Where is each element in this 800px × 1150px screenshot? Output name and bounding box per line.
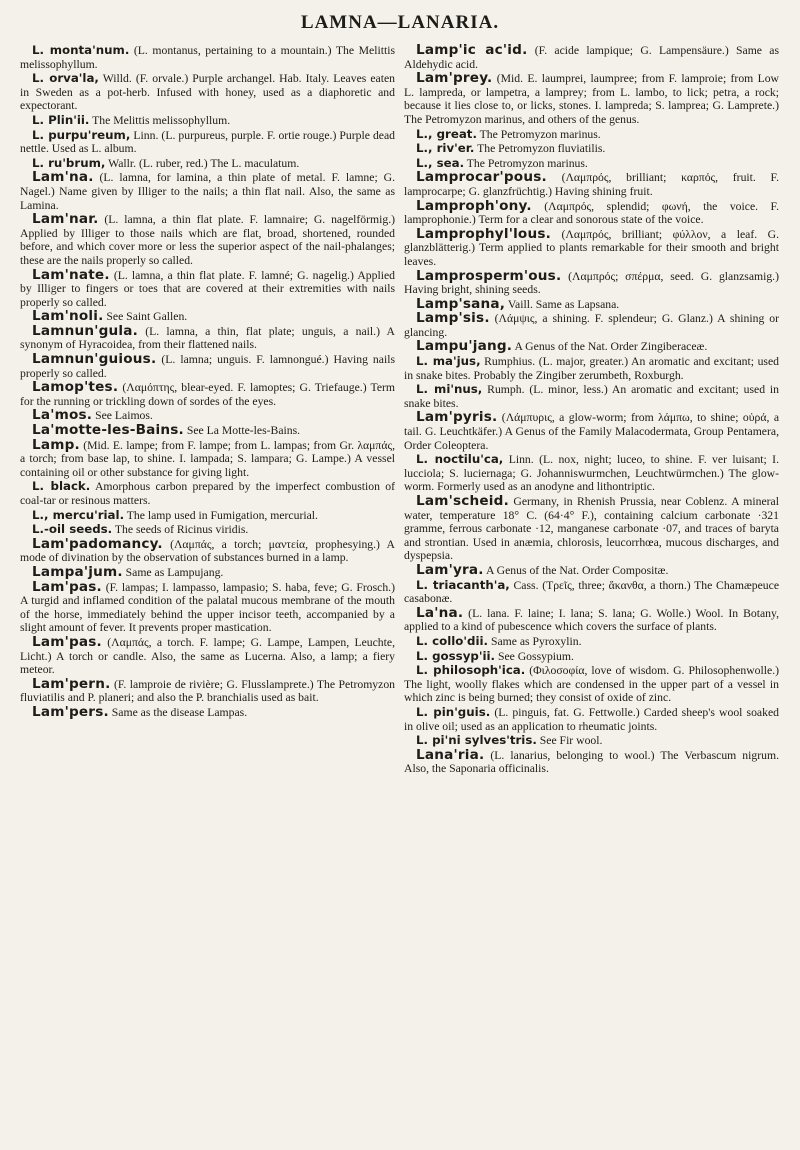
dictionary-entry — [404, 734, 779, 748]
dictionary-entry — [404, 664, 779, 705]
dictionary-entry — [404, 171, 779, 198]
entry-headword: Lamprosperm'ous. — [416, 267, 562, 284]
left-column — [20, 44, 395, 1140]
entry-definition: Same as Pyroxylin. — [490, 634, 582, 648]
right-column — [404, 44, 779, 1140]
entry-headword: L. triacanth'a, — [416, 577, 510, 592]
entry-definition: (Λαμπάς, a torch; μαντεία, prophesying.) A mode of divination by the observation of substances burned in a lamp. — [20, 537, 395, 565]
entry-headword: Lamprophyl'lous. — [416, 225, 551, 242]
dictionary-entry — [404, 197, 779, 227]
entry-headword: Lam'pern. — [32, 675, 111, 692]
entry-headword: Lam'pas. — [32, 633, 102, 650]
entry-definition: Wallr. (L. ruber, red.) The L. maculatum. — [108, 156, 300, 170]
dictionary-entry — [404, 650, 779, 664]
entry-definition: (L. lamna; unguis. F. lamnongué.) Having nails properly so called. — [20, 353, 395, 380]
entry-definition: Rumphius. (L. major, greater.) An aromatic and excitant; used in snake bites. Probably the Zingiber zerumbeth, Roxburgh. — [404, 355, 779, 382]
dictionary-entry — [20, 424, 395, 438]
entry-headword: Lampa'jum. — [32, 563, 123, 580]
entry-headword: Lamp'ic ac'id. — [416, 44, 528, 58]
dictionary-entry — [404, 44, 779, 71]
dictionary-entry — [20, 157, 395, 171]
entry-headword: Lam'padomancy. — [32, 535, 163, 552]
entry-definition: (F. lamproie de rivière; G. Flusslamprete.) The Petromyzon fluviatilis and P. planeri; and also the P. branchialis used as bait. — [20, 677, 395, 705]
entry-headword: Lam'pers. — [32, 703, 109, 720]
entry-headword: L. purpu'reum, — [32, 127, 131, 142]
entry-headword: Lam'na. — [32, 169, 94, 186]
entry-headword: La'mos. — [32, 407, 93, 424]
dictionary-entry — [20, 129, 395, 156]
entry-headword: Lamp. — [32, 436, 80, 453]
entry-definition: (Λαμπρός, brilliant; καρπός, fruit. F. lamprocarpe; G. glanzfrüchtig.) Having shining fruit. — [404, 171, 779, 198]
dictionary-entry — [404, 579, 779, 606]
entry-headword: Lam'noli. — [32, 308, 104, 325]
entry-definition: (Λαμπρός, splendid; φωνή, the voice. F. lamprophonie.) Term for a clear and sonorous state of the voice. — [404, 199, 779, 227]
entry-definition: (L. montanus, pertaining to a mountain.) The Melittis melissophyllum. — [20, 44, 395, 71]
entry-definition: (Λάμψις, a shining. F. splendeur; G. Glanz.) A shining or glancing. — [404, 312, 779, 339]
entry-headword: L., great. — [416, 126, 477, 141]
dictionary-entry — [404, 746, 779, 776]
dictionary-entry — [404, 312, 779, 339]
dictionary-entry — [404, 355, 779, 382]
entry-headword: L. pi'ni sylves'tris. — [416, 733, 537, 748]
running-head: LAMNA—LANARIA. — [300, 12, 500, 33]
entry-definition: (Λαμόπτης, blear-eyed. F. lamoptes; G. Triefauge.) Term for the running or trickling down of sordes of the eyes. — [20, 381, 395, 408]
entry-definition: (Mid. E. lampe; from F. lampe; from L. lampas; from Gr. λαμπάς, a torch; from base lap, to shine. I. lampada; S. lampara; G. Lampe.) A vessel containing oil or other substance for giving light. — [20, 438, 395, 479]
entry-headword: Lam'yra. — [416, 561, 484, 578]
entry-definition: (Λαμπρός; σπέρμα, seed. G. glanzsamig.) Having bright, shining seeds. — [404, 269, 779, 297]
dictionary-entry — [404, 267, 779, 297]
entry-definition: The Petromyzon marinus. — [479, 127, 601, 141]
dictionary-entry — [404, 706, 779, 733]
entry-definition: (L. lamna, a thin flat plate. F. lamnaire; G. nagelförmig.) Applied by Illiger to those nails which are flat, broad, shortened, rounded before, and which cover more or less the superior aspect of the nail-phalanges; these are the nails properly so called. — [20, 213, 395, 267]
dictionary-entry — [404, 225, 779, 269]
entry-definition: (Λαμπάς, a torch. F. lampe; G. Lampe, Lampen, Leuchte, Licht.) A torch or candle. Also, the same as Lucerna. Also, a lamp; a fiery meteor. — [20, 635, 395, 677]
entry-headword: L. orva'la, — [32, 71, 99, 86]
dictionary-entry — [404, 340, 779, 354]
entry-definition: (L. lamna, for lamina, a thin plate of metal. F. lamne; G. Nagel.) Name given by Illiger to the nails; a thin flat nail. Also, the same as Lamina. — [20, 171, 395, 212]
dictionary-entry — [20, 266, 395, 310]
entry-headword: La'na. — [416, 604, 464, 621]
dictionary-entry — [20, 535, 395, 565]
entry-headword: Lam'nate. — [32, 266, 110, 283]
entry-headword: Lam'scheid. — [416, 493, 509, 509]
dictionary-entry — [20, 171, 395, 212]
entry-definition: The Melittis melissophyllum. — [92, 113, 231, 127]
dictionary-entry — [404, 383, 779, 410]
entry-definition: (L. lamna, a thin flat plate. F. lamné; G. nagelig.) Applied by Illiger to fingers or toes that are covered at their extremities with nails properly so called. — [20, 268, 395, 309]
entry-definition: A Genus of the Nat. Order Zingiberaceæ. — [514, 340, 708, 354]
dictionary-entry — [20, 44, 395, 71]
dictionary-entry — [20, 633, 395, 677]
dictionary-entry — [20, 213, 395, 267]
entry-definition: The seeds of Ricinus viridis. — [114, 523, 249, 537]
dictionary-entry — [404, 411, 779, 452]
dictionary-entry — [404, 72, 779, 126]
entry-headword: Lamnun'gula. — [32, 322, 138, 339]
dictionary-entry — [20, 436, 395, 480]
dictionary-entry — [20, 675, 395, 705]
dictionary-entry — [20, 409, 395, 423]
entry-definition: The Petromyzon fluviatilis. — [477, 142, 606, 156]
entry-headword: L. collo'dii. — [416, 633, 489, 648]
dictionary-entry — [20, 381, 395, 408]
entry-definition: Vaill. Same as Lapsana. — [507, 297, 620, 311]
dictionary-entry — [20, 563, 395, 580]
entry-headword: Lamproph'ony. — [416, 197, 532, 214]
dictionary-entry — [20, 509, 395, 523]
dictionary-entry — [20, 523, 395, 537]
entry-headword: L., sea. — [416, 155, 465, 170]
entry-headword: Lam'pyris. — [416, 409, 498, 426]
entry-definition: (F. acide lampique; G. Lampensäure.) Same as Aldehydic acid. — [404, 44, 779, 71]
entry-headword: Lampu'jang. — [416, 338, 513, 355]
entry-definition: The Petromyzon marinus. — [466, 156, 588, 170]
entry-headword: Lam'nar. — [32, 211, 99, 228]
entry-headword: La'motte-les-Bains. — [32, 422, 184, 439]
entry-definition: (Λάμπυρις, a glow-worm; from λάμπω, to shine; οὐρά, a tail. G. Leuchtkäfer.) A Genus of the Family Malacodermata, Group Pentamera, Order Coleoptera. — [404, 411, 779, 452]
entry-headword: Lamnun'guious. — [32, 351, 157, 368]
dictionary-entry — [20, 310, 395, 324]
entry-definition: See Gossypium. — [497, 649, 574, 663]
entry-definition: (F. lampas; I. lampasso, lampasio; S. haba, feve; G. Frosch.) A turgid and inflamed condition of the palatal mucous membrane of the mouth of the horse, immediately behind the upper incisor teeth, accompanied by a slight amount of fever. It prevents proper mastication. — [20, 580, 395, 635]
entry-definition: Same as Lampujang. — [125, 565, 224, 579]
entry-headword: Lamop'tes. — [32, 379, 119, 396]
dictionary-entry — [20, 114, 395, 128]
entry-headword: L. gossyp'ii. — [416, 648, 496, 663]
dictionary-entry — [404, 635, 779, 649]
entry-definition: A Genus of the Nat. Order Compositæ. — [485, 563, 669, 577]
entry-headword: Lamp'sana, — [416, 295, 506, 312]
entry-headword: L., riv'er. — [416, 141, 475, 156]
entry-headword: L. monta'num. — [32, 44, 130, 57]
dictionary-entry — [404, 495, 779, 563]
entry-definition: Linn. (L. nox, night; luceo, to shine. F. ver luisant; I. lucciola; S. luciernaga; G. Johanniswurmchen, Leuchtwürmchen.) The glow-worm. Formerly used as an anodyne and lithontriptic. — [404, 453, 779, 494]
dictionary-entry — [404, 604, 779, 634]
entry-definition: Linn. (L. purpureus, purple. F. ortie rouge.) Purple dead nettle. Used as L. album. — [20, 128, 395, 156]
entry-definition: Rumph. (L. minor, less.) An aromatic and excitant; used in snake bites. — [404, 383, 779, 410]
entry-headword: L. ru'brum, — [32, 155, 106, 170]
entry-definition: The lamp used in Fumigation, mercurial. — [126, 508, 318, 522]
dictionary-entry — [404, 453, 779, 494]
dictionary-entry — [20, 578, 395, 635]
dictionary-entry — [20, 322, 395, 352]
dictionary-entry — [404, 157, 779, 171]
entry-headword: L. mi'nus, — [416, 382, 483, 397]
entry-definition: (L. lana. F. laine; I. lana; S. lana; G. Wolle.) Wool. In Botany, applied to a kind of pubescence which covers the surface of plants. — [404, 606, 779, 634]
dictionary-entry — [404, 142, 779, 156]
entry-definition: See Laimos. — [95, 409, 153, 423]
dictionary-entry — [20, 353, 395, 380]
dictionary-entry — [404, 128, 779, 142]
entry-headword: L. pin'guis. — [416, 704, 491, 719]
entry-headword: L. philosoph'ica. — [416, 663, 526, 678]
entry-headword: L. noctilu'ca, — [416, 452, 504, 467]
dictionary-entry — [404, 561, 779, 578]
entry-headword: L. ma'jus, — [416, 354, 481, 369]
entry-definition: Willd. (F. orvale.) Purple archangel. Hab. Italy. Leaves eaten in Sweden as a pot-herb. Infused with honey, used as a diaphoretic and expectorant. — [20, 72, 395, 113]
entry-definition: (L. lamna, a thin, flat plate; unguis, a nail.) A synonym of Hyracoidea, from their flattened nails. — [20, 324, 395, 352]
entry-headword: Lamp'sis. — [416, 310, 490, 327]
entry-definition: See Saint Gallen. — [106, 310, 188, 324]
entry-definition: Germany, in Rhenish Prussia, near Coblenz. A mineral water, temperature 18° C. (64·4° F.), containing calcium carbonate ·321 gramme, ferrous carbonate ·12, manganese carbonate ·07, and traces of baryta and strontian. Used in anæmia, chlorosis, leucorrhœa, mucous discharges, and dyspepsia. — [404, 495, 779, 563]
entry-headword: Lam'prey. — [416, 70, 493, 87]
entry-headword: Lam'pas. — [32, 578, 102, 595]
entry-definition: (Φιλοσοφία, love of wisdom. G. Philosophenwolle.) The light, woolly flakes which are condensed in the upper part of a vessel in which zinc is being burned; they consist of oxide of zinc. — [404, 664, 779, 705]
entry-definition: See Fir wool. — [539, 734, 603, 748]
entry-definition: (Λαμπρός, brilliant; φύλλον, a leaf. G. glanzblätterig.) Term applied to plants remarkable for their smooth and bright leaves. — [404, 227, 779, 268]
dictionary-entry — [404, 295, 779, 312]
entry-definition: (Mid. E. laumprei, laumpree; from F. lamproie; from Low L. lampreda, or lampetra, a lamprey; from L. lambo, to lick; petra, a rock; because it lies close to, or licks, stones. I. lampreda; S. lamprea; G. Lamprete.) The Petromyzon marinus, and others of the genus. — [404, 72, 779, 126]
entry-headword: Lana'ria. — [416, 746, 485, 763]
entry-definition: Cass. (Τρεῖς, three; ἄκανθα, a thorn.) The Chamæpeuce casabonæ. — [404, 578, 779, 606]
entry-headword: L. black. — [32, 479, 91, 494]
dictionary-entry — [20, 72, 395, 113]
entry-headword: Lamprocar'pous. — [416, 169, 547, 186]
entry-headword: L., mercu'rial. — [32, 507, 125, 522]
entry-headword: L.-oil seeds. — [32, 522, 113, 537]
dictionary-entry — [20, 480, 395, 507]
entry-headword: L. Plin'ii. — [32, 112, 90, 127]
dictionary-entry — [20, 703, 395, 720]
entry-definition: (L. lanarius, belonging to wool.) The Verbascum nigrum. Also, the Saponaria officinalis. — [404, 748, 779, 776]
entry-definition: Same as the disease Lampas. — [111, 705, 248, 719]
entry-definition: Amorphous carbon prepared by the imperfect combustion of coal-tar or resinous matters. — [20, 480, 395, 507]
entry-definition: See La Motte-les-Bains. — [186, 424, 301, 438]
entry-definition: (L. pinguis, fat. G. Fettwolle.) Carded sheep's wool soaked in olive oil; used as an application to rheumatic joints. — [404, 705, 779, 733]
